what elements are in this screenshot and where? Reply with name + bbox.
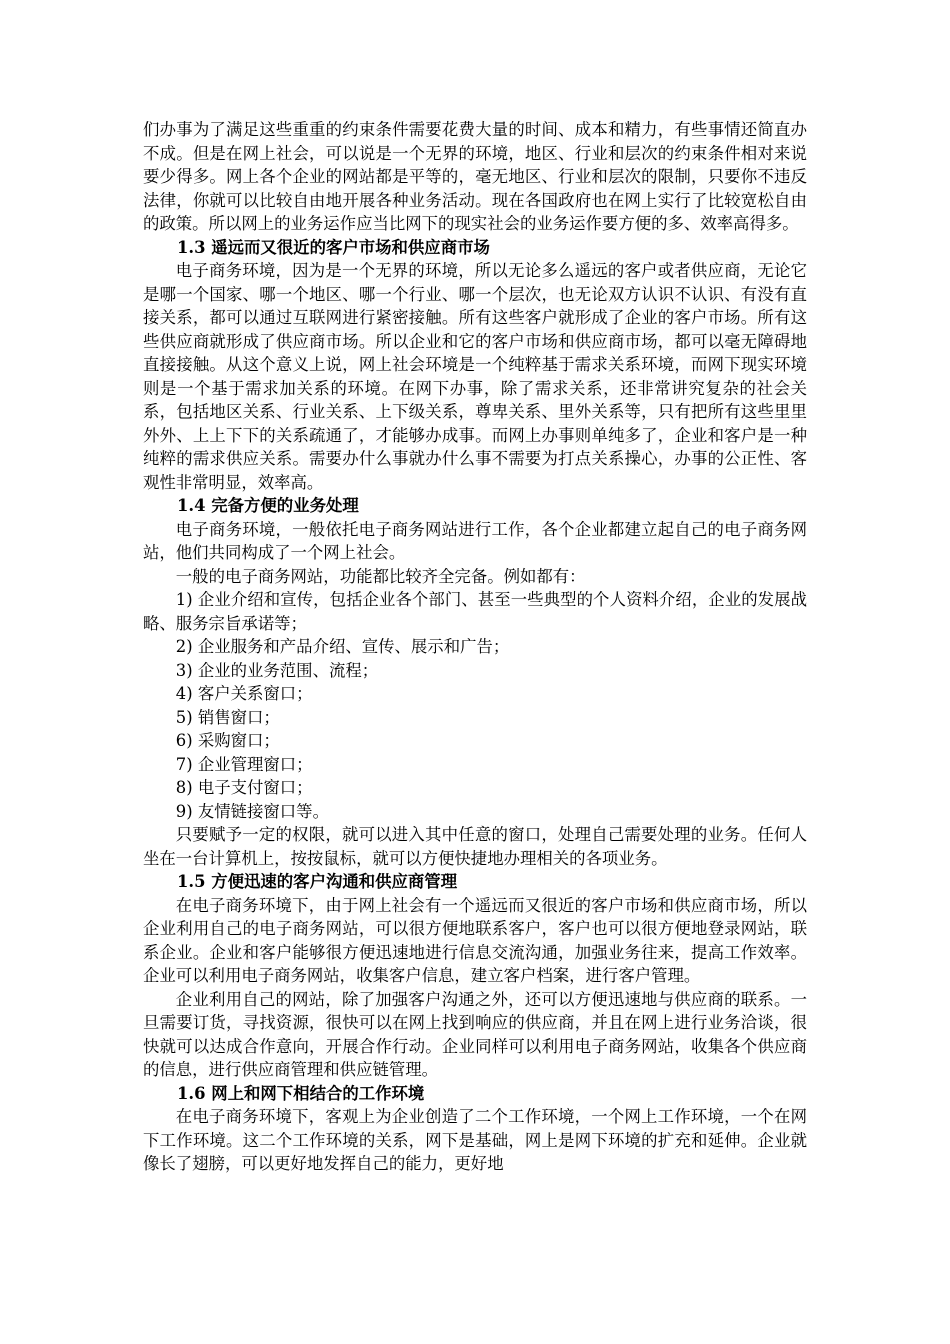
list-item: 4) 客户关系窗口； <box>175 684 313 703</box>
list-item: 8) 电子支付窗口； <box>175 778 313 797</box>
list-item: 5) 销售窗口； <box>175 707 280 727</box>
list-item: 7) 企业管理窗口； <box>175 754 313 774</box>
body-paragraph: 电子商务环境，因为是一个无界的环境，所以无论多么遥远的客户或者供应商，无论它是哪一个国家、哪一个地区、哪一个行业、哪一个层次，也无论双方认识不认识、有没有直接关系，都可以通过互联网进行紧密接触。所有这些客户就形成了企业的客户市场。所有这些供应商就形成了供应商市场。所以企业和它的客户市场和供应商市场，都可以毫无障碍地直接接触。从这个意义上说，网上社会环境是一个纯粹基于需求关系环境，而网下现实环境则是一个基于需求加关系的环境。在网下办事，除了需求关系，还非常讲究复杂的社会关系，包括地区关系、行业关系、上下级关系，尊卑关系、里外关系等，只有把所有这些里里外外、上上下下的关系疏通了，才能够办成事。而网上办事则单纯多了，企业和客户是一种纯粹的需求供应关系。需要办什么事就办什么事不需要为打点关系操心，办事的公正性、客观性非常明显，效率高。 <box>143 261 807 492</box>
body-paragraph: 们办事为了满足这些重重的约束条件需要花费大量的时间、成本和精力，有些事情还简直办不成。但是在网上社会，可以说是一个无界的环境，地区、行业和层次的约束条件相对来说要少得多。网上各个企业的网站都是平等的，毫无地区、行业和层次的限制，只要你不违反法律，你就可以比较自由地开展各种业务活动。现在各国政府也在网上实行了比较宽松自由的政策。所以网上的业务运作应当比网下的现实社会的业务运作要方便的多、效率高得多。 <box>143 120 807 233</box>
body-paragraph: 一般的电子商务网站，功能都比较齐全完备。例如都有： <box>175 566 586 586</box>
body-paragraph: 在电子商务环境下，由于网上社会有一个遥远而又很近的客户市场和供应商市场，所以企业利用自己的电子商务网站，可以很方便地联系客户，客户也可以很方便地登录网站，联系企业。企业和客户能够很方便迅速地进行信息交流沟通，加强业务往来，提高工作效率。企业可以利用电子商务网站，收集客户信息，建立客户档案，进行客户管理。 <box>143 895 807 985</box>
section-heading: 1.6 网上和网下相结合的工作环境 <box>177 1083 425 1103</box>
document-page <box>143 118 807 1176</box>
body-paragraph: 在电子商务环境下，客观上为企业创造了二个工作环境，一个网上工作环境，一个在网下工作环境。这二个工作环境的关系，网下是基础，网上是网下环境的扩充和延伸。企业就像长了翅膀，可以更好地发挥自己的能力，更好地 <box>143 1107 807 1173</box>
list-item: 2) 企业服务和产品介绍、宣传、展示和广告； <box>175 637 510 656</box>
section-heading: 1.4 完备方便的业务处理 <box>177 496 359 515</box>
list-item: 9) 友情链接窗口等。 <box>175 801 329 821</box>
body-paragraph: 电子商务环境，一般依托电子商务网站进行工作，各个企业都建立起自己的电子商务网站，他们共同构成了一个网上社会。 <box>143 519 807 562</box>
section-heading: 1.5 方便迅速的客户沟通和供应商管理 <box>177 872 458 891</box>
list-item: 6) 采购窗口； <box>175 731 280 750</box>
list-item: 1) 企业介绍和宣传，包括企业各个部门、甚至一些典型的个人资料介绍，企业的发展战略、服务宗旨承诺等； <box>143 590 807 633</box>
section-heading: 1.3 遥远而又很近的客户市场和供应商市场 <box>177 237 490 257</box>
body-paragraph: 企业利用自己的网站，除了加强客户沟通之外，还可以方便迅速地与供应商的联系。一旦需要订货，寻找资源，很快可以在网上找到响应的供应商，并且在网上进行业务洽谈，很快就可以达成合作意向，开展合作行动。企业同样可以利用电子商务网站，收集各个供应商的信息，进行供应商管理和供应链管理。 <box>143 989 807 1079</box>
list-item: 3) 企业的业务范围、流程； <box>175 660 379 680</box>
body-paragraph: 只要赋予一定的权限，就可以进入其中任意的窗口，处理自己需要处理的业务。任何人坐在一台计算机上，按按鼠标，就可以方便快捷地办理相关的各项业务。 <box>143 825 807 868</box>
